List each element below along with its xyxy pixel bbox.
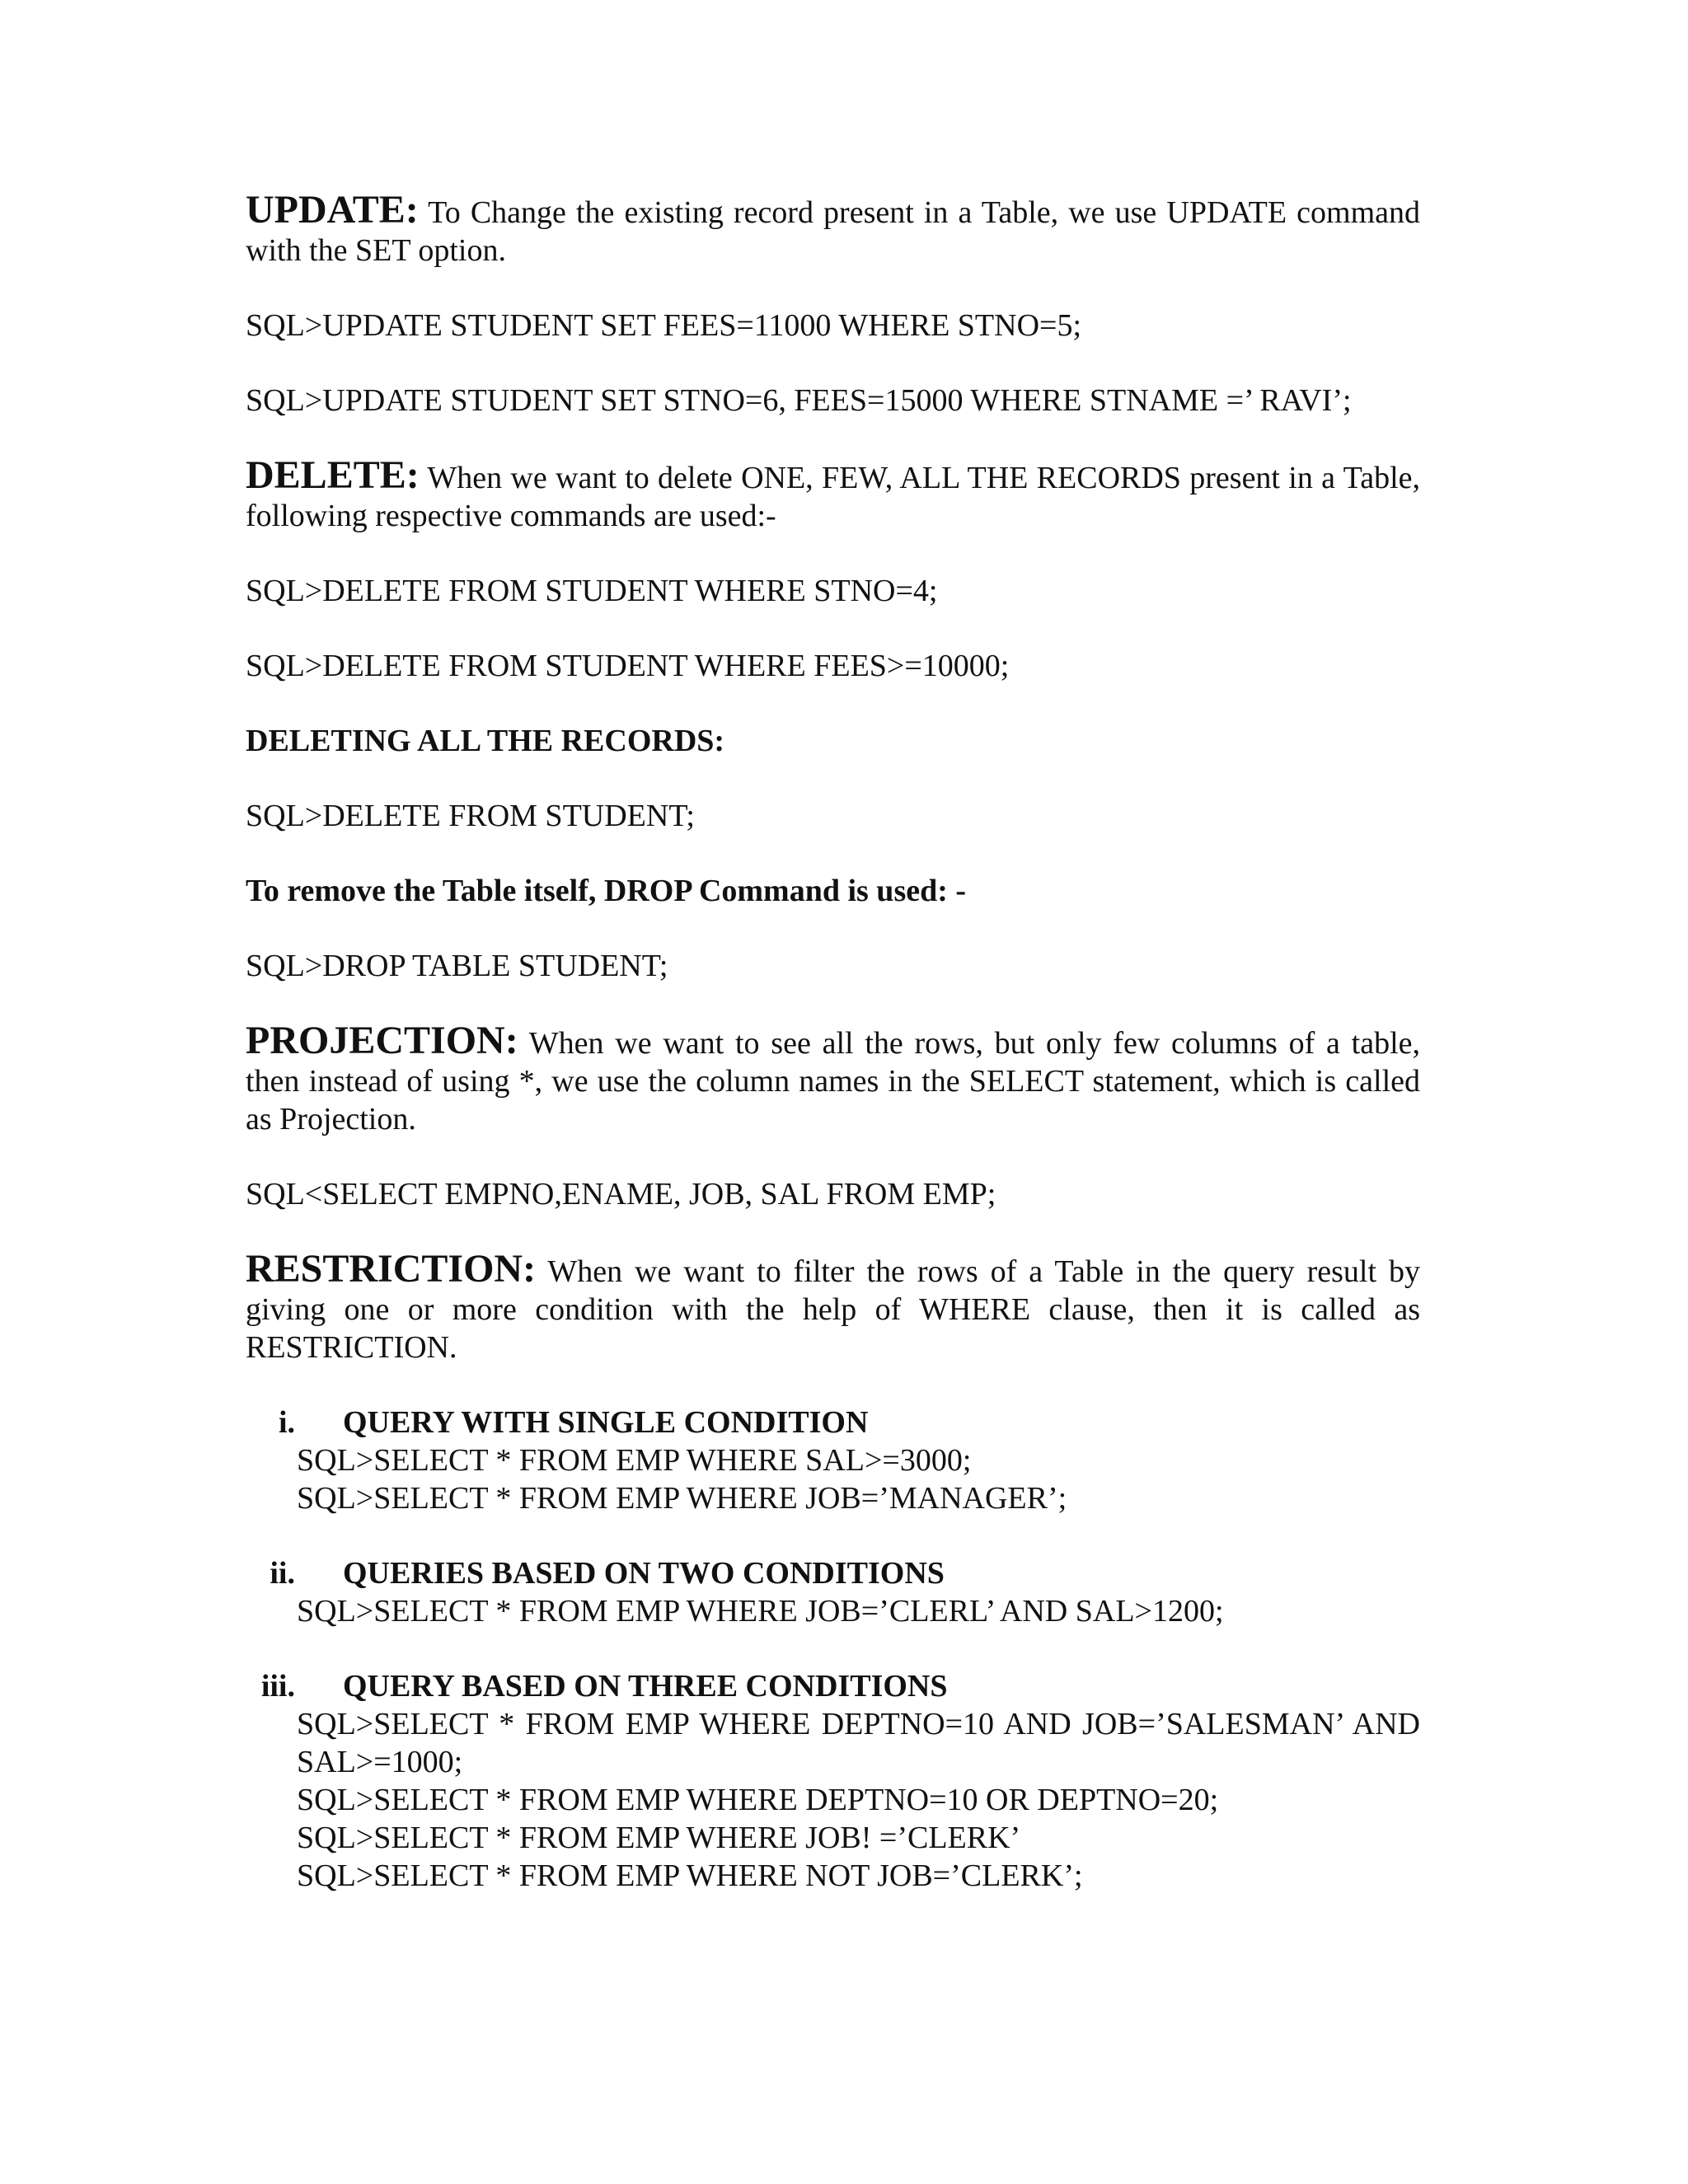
code-line: SQL>SELECT * FROM EMP WHERE NOT JOB=’CLERK’; bbox=[297, 1858, 1083, 1893]
projection-code: SQL<SELECT EMPNO,ENAME, JOB, SAL FROM EMP; bbox=[246, 1177, 996, 1212]
list-item-title-text: QUERIES BASED ON TWO CONDITIONS bbox=[343, 1556, 945, 1591]
list-item bbox=[246, 1554, 1420, 1630]
code-line: SQL>SELECT * FROM EMP WHERE JOB=’CLERL’ AND SAL>1200; bbox=[297, 1594, 1224, 1629]
delete-code-1: SQL>DELETE FROM STUDENT WHERE STNO=4; bbox=[246, 574, 938, 608]
list-item-number: i. bbox=[278, 1405, 295, 1440]
list-item-title bbox=[246, 1554, 1420, 1592]
document-page bbox=[246, 188, 1420, 1932]
code-line: SQL>SELECT * FROM EMP WHERE SAL>=3000; bbox=[297, 1443, 972, 1478]
delete-description: When we want to delete ONE, FEW, ALL THE RECORDS present in a Table, following respective commands are used:- bbox=[246, 461, 1420, 533]
drop-code: SQL>DROP TABLE STUDENT; bbox=[246, 949, 668, 983]
list-item-code bbox=[246, 1592, 1420, 1630]
delete-all-label: DELETING ALL THE RECORDS: bbox=[246, 724, 725, 758]
list-item-title bbox=[246, 1667, 1420, 1705]
projection-paragraph bbox=[246, 1019, 1420, 1138]
delete-paragraph bbox=[246, 453, 1420, 535]
restriction-heading: RESTRICTION: bbox=[246, 1247, 537, 1291]
list-item-code bbox=[246, 1705, 1420, 1895]
restriction-description: When we want to filter the rows of a Table in the query result by giving one or more condition with the help of WHERE clause, then it is called as RESTRICTION. bbox=[246, 1254, 1420, 1365]
list-item-title bbox=[246, 1404, 1420, 1441]
restriction-paragraph bbox=[246, 1247, 1420, 1366]
list-item-number: ii. bbox=[270, 1556, 295, 1591]
delete-heading: DELETE: bbox=[246, 453, 420, 497]
projection-description: When we want to see all the rows, but only few columns of a table, then instead of using *, we use the column names in the SELECT statement, which is called as Projection. bbox=[246, 1026, 1420, 1137]
list-item-number: iii. bbox=[260, 1669, 295, 1704]
list-item bbox=[246, 1667, 1420, 1895]
code-line: SQL>SELECT * FROM EMP WHERE JOB=’MANAGER’; bbox=[297, 1481, 1067, 1516]
update-description: To Change the existing record present in a Table, we use UPDATE command with the SET option. bbox=[246, 195, 1420, 268]
update-heading: UPDATE: bbox=[246, 188, 419, 232]
list-item bbox=[246, 1404, 1420, 1517]
update-paragraph bbox=[246, 188, 1420, 269]
delete-code-2: SQL>DELETE FROM STUDENT WHERE FEES>=10000; bbox=[246, 649, 1010, 683]
drop-label: To remove the Table itself, DROP Command is used: - bbox=[246, 874, 967, 908]
code-line: SQL>SELECT * FROM EMP WHERE JOB! =’CLERK’ bbox=[297, 1821, 1021, 1855]
code-line: SQL>SELECT * FROM EMP WHERE DEPTNO=10 OR DEPTNO=20; bbox=[297, 1783, 1219, 1817]
list-item-title-text: QUERY BASED ON THREE CONDITIONS bbox=[343, 1669, 948, 1704]
update-code-1: SQL>UPDATE STUDENT SET FEES=11000 WHERE STNO=5; bbox=[246, 308, 1081, 343]
list-item-code bbox=[246, 1441, 1420, 1517]
update-code-2: SQL>UPDATE STUDENT SET STNO=6, FEES=15000 WHERE STNAME =’ RAVI’; bbox=[246, 383, 1352, 418]
projection-heading: PROJECTION: bbox=[246, 1019, 518, 1062]
code-line: SQL>SELECT * FROM EMP WHERE DEPTNO=10 AND JOB=’SALESMAN’ AND SAL>=1000; bbox=[297, 1707, 1420, 1779]
restriction-list bbox=[246, 1404, 1420, 1895]
delete-all-code: SQL>DELETE FROM STUDENT; bbox=[246, 799, 695, 833]
list-item-title-text: QUERY WITH SINGLE CONDITION bbox=[343, 1405, 869, 1440]
